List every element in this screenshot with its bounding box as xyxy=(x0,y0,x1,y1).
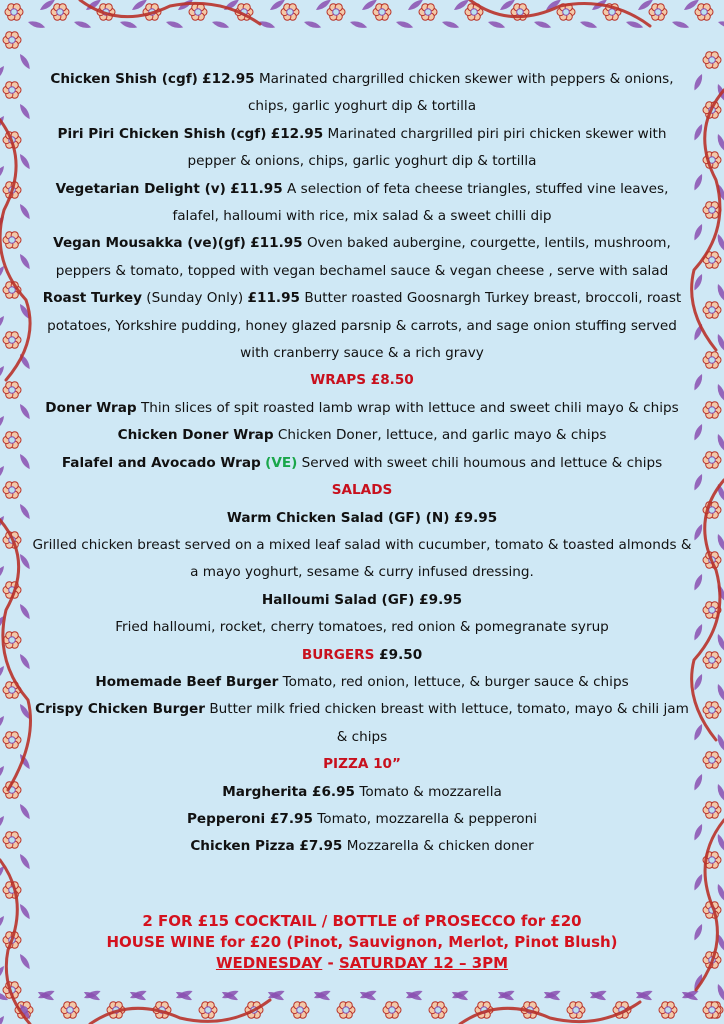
leaf xyxy=(20,804,30,819)
salads-heading: SALADS xyxy=(331,482,393,499)
leaf xyxy=(694,474,702,490)
menu-item-doner-wrap xyxy=(32,395,692,422)
flower-center xyxy=(9,387,16,394)
item-description: Tomato, red onion, lettuce, & burger sauce & chips xyxy=(282,673,629,690)
flower-center xyxy=(709,207,716,214)
leaf xyxy=(694,774,702,790)
offer-days-hours xyxy=(32,953,692,974)
flower-center xyxy=(205,1007,212,1014)
leaf xyxy=(0,716,4,731)
flower-center xyxy=(9,237,16,244)
leaf xyxy=(0,366,4,381)
burgers-heading xyxy=(32,642,692,669)
leaf xyxy=(20,154,30,169)
item-name: Crispy Chicken Burger xyxy=(35,701,205,718)
leaf xyxy=(20,54,30,69)
leaf xyxy=(718,334,724,351)
item-description: Butter milk fried chicken breast with lettuce, tomato, mayo & chili jam & chips xyxy=(209,701,689,745)
leaf xyxy=(0,1016,4,1024)
leaf xyxy=(0,766,4,781)
flower-center xyxy=(333,9,340,16)
flower-center xyxy=(57,9,64,16)
item-name: Falafel and Avocado Wrap xyxy=(61,454,261,471)
item-name: Chicken Shish (cgf) xyxy=(50,71,198,87)
menu-item-crispy-chicken-burger xyxy=(32,696,692,751)
flower-center xyxy=(9,837,16,844)
flower-center xyxy=(709,457,716,464)
offer-cocktail-prosecco: 2 FOR £15 COCKTAIL / BOTTLE of PROSECCO for £20 xyxy=(142,912,582,930)
flower-center xyxy=(379,9,386,16)
leaf xyxy=(20,404,30,419)
offer-day-end: SATURDAY xyxy=(338,954,428,972)
menu-item-vegetarian-delight xyxy=(32,176,692,231)
leaf xyxy=(20,954,30,969)
leaf xyxy=(0,416,4,431)
flower-center xyxy=(709,607,716,614)
item-description: Tomato & mozzarella xyxy=(359,783,502,800)
flower-center xyxy=(709,1007,716,1014)
leaf xyxy=(20,104,30,119)
leaf xyxy=(718,21,724,28)
offer-house-wine: HOUSE WINE for £20 (Pinot, Sauvignon, Merlot, Pinot Blush) xyxy=(106,933,618,951)
flower-center xyxy=(195,9,202,16)
item-description: Thin slices of spit roasted lamb wrap with lettuce and sweet chili mayo & chips xyxy=(140,399,679,416)
leaf xyxy=(718,384,724,401)
offer-day-start: WEDNESDAY xyxy=(215,954,323,972)
flower-center xyxy=(343,1007,350,1014)
leaf xyxy=(20,254,30,269)
leaf xyxy=(396,21,413,28)
item-name: Homemade Beef Burger xyxy=(95,673,279,690)
leaf xyxy=(534,21,551,28)
item-price: £11.95 xyxy=(250,235,303,252)
flower-center xyxy=(9,637,16,644)
menu-item-halloumi-salad: Halloumi Salad (GF) £9.95 xyxy=(261,591,463,608)
leaf xyxy=(20,854,30,869)
menu-item-vegan-mousakka xyxy=(32,230,692,285)
flower-center xyxy=(9,487,16,494)
leaf xyxy=(718,684,724,701)
flower-center xyxy=(665,1007,672,1014)
leaf xyxy=(304,21,321,28)
menu-item-pepperoni xyxy=(32,806,692,833)
flower-center xyxy=(709,257,716,264)
flower-center xyxy=(287,9,294,16)
menu-item-falafel-avocado-wrap xyxy=(32,450,692,477)
leaf xyxy=(580,21,597,28)
leaf xyxy=(0,966,4,981)
item-description: Marinated chargrilled piri piri chicken skewer with pepper & onions, chips, garlic yoghurt dip & tortilla xyxy=(187,125,667,170)
leaf xyxy=(626,21,643,28)
leaf xyxy=(694,924,702,940)
leaf xyxy=(694,224,702,240)
leaf xyxy=(694,124,702,140)
leaf xyxy=(0,316,4,331)
flower-center xyxy=(517,9,524,16)
item-name: Vegan Mousakka (ve)(gf) xyxy=(53,235,246,252)
leaf xyxy=(350,21,367,28)
leaf xyxy=(694,274,702,290)
leaf xyxy=(0,66,4,81)
item-name: Pepperoni £7.95 xyxy=(186,810,313,827)
leaf xyxy=(0,566,4,581)
leaf xyxy=(20,454,30,469)
menu-content xyxy=(32,66,692,861)
flower-center xyxy=(11,9,18,16)
item-description: Oven baked aubergine, courgette, lentils, mushroom, peppers & tomato, topped with vegan bechamel sauce & vegan cheese , serve with salad xyxy=(55,235,671,279)
flower-center xyxy=(297,1007,304,1014)
leaf xyxy=(694,174,702,190)
flower-center xyxy=(709,407,716,414)
leaf xyxy=(20,554,30,569)
leaf xyxy=(0,266,4,281)
leaf xyxy=(694,624,702,640)
flower-center xyxy=(425,9,432,16)
item-note: (Sunday Only) xyxy=(146,290,244,307)
flower-center xyxy=(9,87,16,94)
menu-item-chicken-pizza xyxy=(32,833,692,860)
flower-center xyxy=(389,1007,396,1014)
leaf xyxy=(718,284,724,301)
flower-center xyxy=(67,1007,74,1014)
leaf xyxy=(212,21,229,28)
flower-center xyxy=(709,807,716,814)
flower-center xyxy=(709,357,716,364)
offers-block xyxy=(32,911,692,974)
menu-item-warm-chicken-salad: Warm Chicken Salad (GF) (N) £9.95 xyxy=(226,509,498,526)
flower-center xyxy=(709,57,716,64)
flower-center xyxy=(709,757,716,764)
offer-dash: - xyxy=(322,954,339,972)
item-name: Vegetarian Delight (v) xyxy=(55,180,226,197)
pizza-heading: PIZZA 10” xyxy=(323,756,401,773)
leaf xyxy=(718,884,724,901)
leaf xyxy=(20,604,30,619)
item-description: Butter roasted Goosnargh Turkey breast, broccoli, roast potatoes, Yorkshire pudding, honey glazed parsnip & carrots, and sage onion stuffing served with cranberry sauce & a rich gravy xyxy=(47,290,682,362)
leaf xyxy=(718,834,724,851)
leaf xyxy=(0,916,4,931)
leaf xyxy=(694,824,702,840)
leaf xyxy=(694,574,702,590)
leaf xyxy=(74,21,91,28)
flower-center xyxy=(709,707,716,714)
flower-center xyxy=(9,437,16,444)
leaf xyxy=(718,434,724,451)
item-description: Chicken Doner, lettuce, and garlic mayo & chips xyxy=(277,427,607,444)
flower-center xyxy=(709,657,716,664)
leaf xyxy=(718,134,724,151)
leaf xyxy=(120,21,137,28)
burgers-heading-label: BURGERS xyxy=(301,646,375,663)
item-description: Tomato, mozzarella & pepperoni xyxy=(317,810,538,827)
flower-center xyxy=(701,9,708,16)
flower-center xyxy=(609,9,616,16)
leaf xyxy=(20,504,30,519)
leaf xyxy=(20,204,30,219)
item-price: £12.95 xyxy=(270,125,324,142)
leaf xyxy=(694,874,702,890)
menu-item-margherita xyxy=(32,779,692,806)
menu-item-chicken-shish xyxy=(32,66,692,121)
flower-center xyxy=(709,857,716,864)
flower-center xyxy=(9,737,16,744)
item-name: Piri Piri Chicken Shish (cgf) xyxy=(57,125,267,142)
flower-center xyxy=(9,287,16,294)
leaf xyxy=(20,654,30,669)
item-name: Margherita £6.95 xyxy=(222,783,355,800)
leaf xyxy=(718,734,724,751)
item-name: Roast Turkey xyxy=(42,290,142,307)
leaf xyxy=(20,904,30,919)
item-description: A selection of feta cheese triangles, stuffed vine leaves, falafel, halloumi with rice, mix salad & a sweet chilli dip xyxy=(172,180,669,225)
flower-center xyxy=(9,337,16,344)
leaf xyxy=(718,784,724,801)
leaf xyxy=(0,816,4,831)
leaf xyxy=(672,21,689,28)
flower-center xyxy=(709,307,716,314)
flower-center xyxy=(709,507,716,514)
item-description: Grilled chicken breast served on a mixed leaf salad with cucumber, tomato & toasted almonds & a mayo yoghurt, sesame & curry infused dressing. xyxy=(32,536,692,581)
leaf xyxy=(28,21,45,28)
item-name: Chicken Pizza £7.95 xyxy=(190,838,343,855)
leaf xyxy=(0,866,4,881)
item-price: £12.95 xyxy=(202,71,255,87)
menu-item-beef-burger xyxy=(32,669,692,696)
flower-center xyxy=(9,687,16,694)
flower-center xyxy=(471,9,478,16)
item-description: Served with sweet chili houmous and lettuce & chips xyxy=(301,454,663,471)
menu-item-chicken-doner-wrap xyxy=(32,422,692,449)
menu-item-roast-turkey xyxy=(32,285,692,367)
item-description: Mozzarella & chicken doner xyxy=(346,838,534,855)
vegan-tag: (VE) xyxy=(265,454,298,471)
leaf xyxy=(442,21,459,28)
leaf xyxy=(488,21,505,28)
flower-center xyxy=(9,37,16,44)
leaf xyxy=(694,374,702,390)
offer-hours: 12 – 3PM xyxy=(427,954,509,972)
leaf xyxy=(694,524,702,540)
leaf xyxy=(694,74,702,90)
leaf xyxy=(0,466,4,481)
item-description: Fried halloumi, rocket, cherry tomatoes, red onion & pomegranate syrup xyxy=(115,619,609,636)
flower-center xyxy=(655,9,662,16)
flower-center xyxy=(435,1007,442,1014)
leaf xyxy=(718,984,724,1001)
item-description: Marinated chargrilled chicken skewer with peppers & onions, chips, garlic yoghurt dip & tortilla xyxy=(247,71,674,115)
flower-center xyxy=(563,9,570,16)
item-name: Doner Wrap xyxy=(45,399,137,416)
leaf xyxy=(694,674,702,690)
item-name: Chicken Doner Wrap xyxy=(117,427,274,444)
leaf xyxy=(718,634,724,651)
leaf xyxy=(694,424,702,440)
leaf xyxy=(166,21,183,28)
leaf xyxy=(694,724,702,740)
leaf xyxy=(0,666,4,681)
flower-center xyxy=(573,1007,580,1014)
leaf xyxy=(718,534,724,551)
burgers-price: £9.50 xyxy=(379,646,423,663)
leaf xyxy=(718,234,724,251)
item-price: £11.95 xyxy=(247,290,301,307)
leaf xyxy=(0,166,4,181)
menu-item-piri-piri-chicken-shish xyxy=(32,121,692,176)
wraps-heading: WRAPS £8.50 xyxy=(310,372,414,389)
item-price: £11.95 xyxy=(230,180,283,197)
